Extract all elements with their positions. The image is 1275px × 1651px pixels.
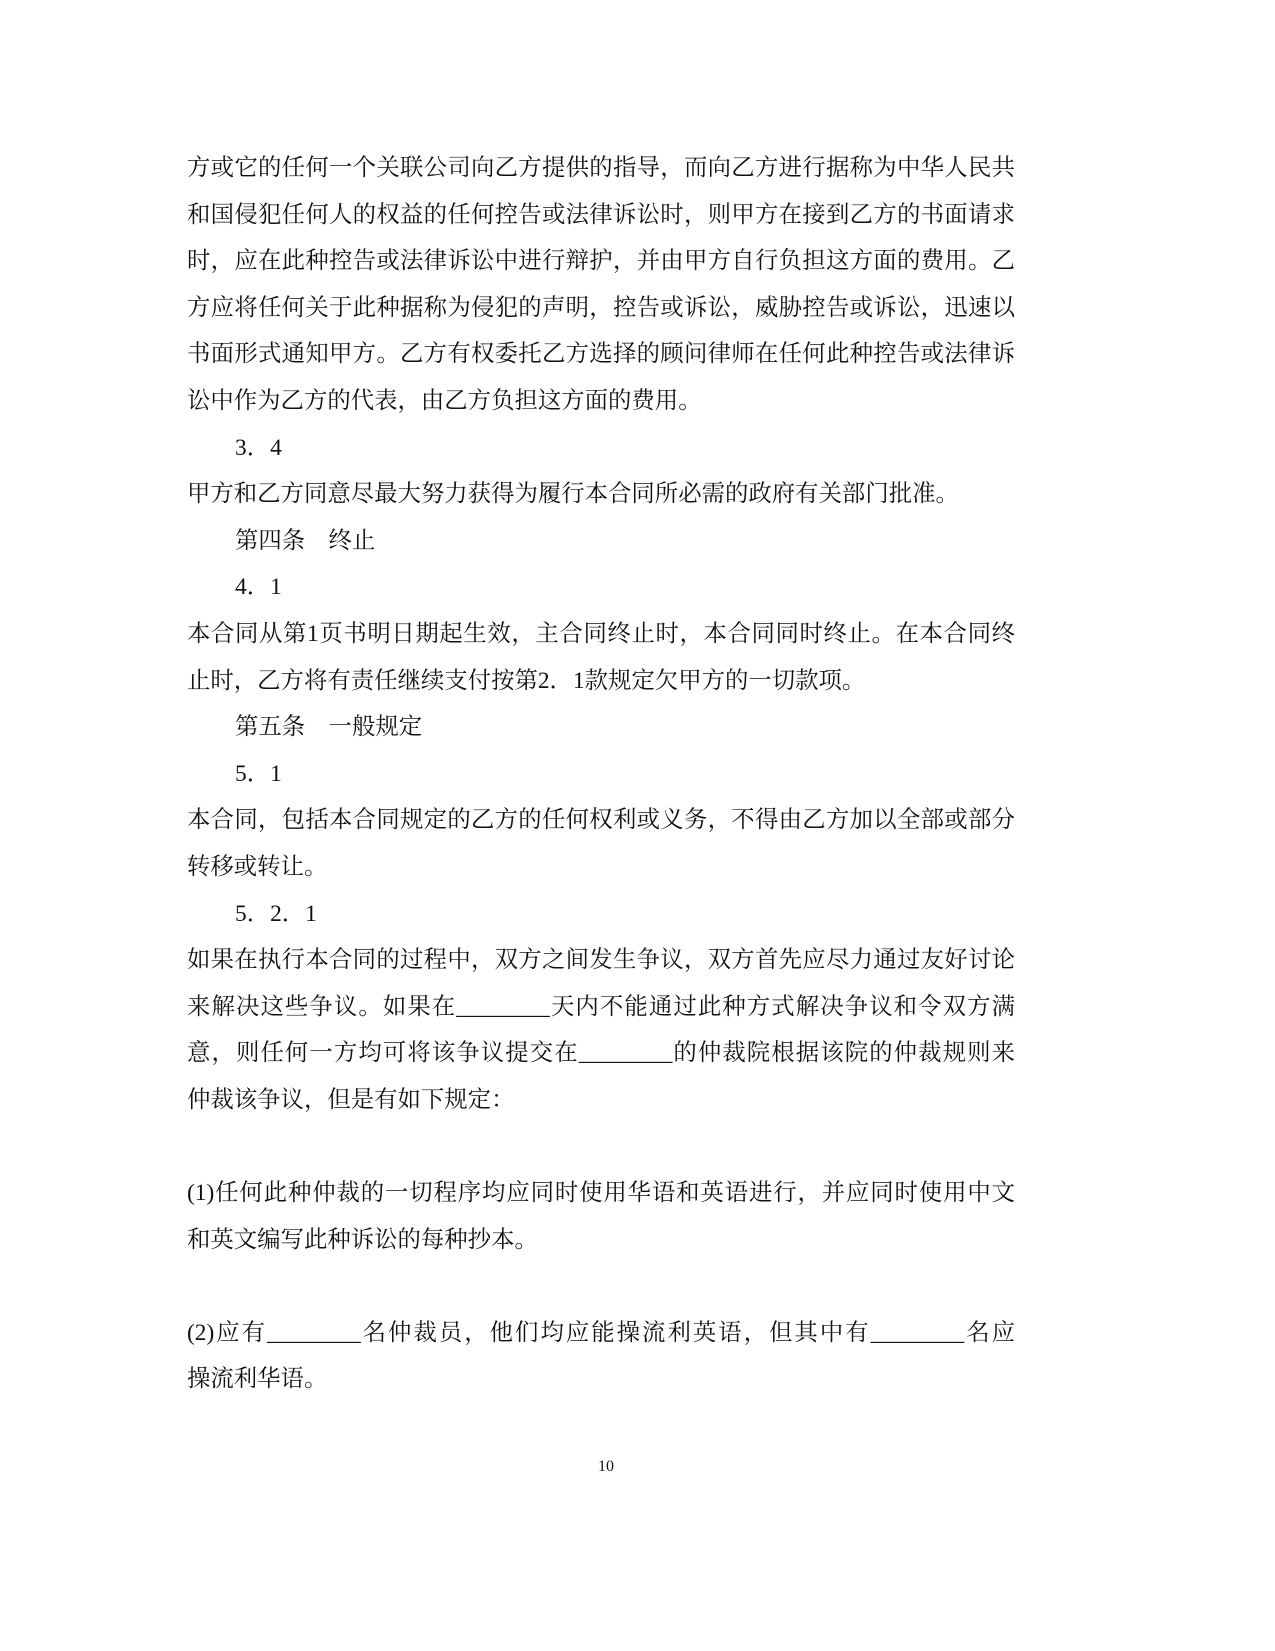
paragraph-line: 止时，乙方将有责任继续支付按第2．1款规定欠甲方的一切款项。 (187, 667, 866, 694)
paragraph-line: 如果在执行本合同的过程中，双方之间发生争议，双方首先应尽力通过友好讨论 (187, 947, 1015, 974)
blank-line (187, 1263, 1015, 1310)
paragraph-line: 甲方和乙方同意尽最大努力获得为履行本合同所必需的政府有关部门批准。 (187, 481, 959, 508)
article-heading: 第四条 终止 (235, 527, 376, 554)
page-number: 10 (598, 1458, 614, 1475)
clause-number: 5．1 (235, 760, 282, 787)
paragraph-line: 时，应在此种控告或法律诉讼中进行辩护，并由甲方自行负担这方面的费用。乙 (187, 248, 1015, 275)
clause-number: 5．2．1 (235, 900, 317, 927)
paragraph-line: 书面形式通知甲方。乙方有权委托乙方选择的顾问律师在任何此种控告或法律诉 (187, 341, 1015, 368)
clause-number: 4．1 (235, 574, 282, 601)
paragraph-line: 本合同从第1页书明日期起生效，主合同终止时，本合同同时终止。在本合同终 (187, 620, 1015, 647)
blank-line (187, 1123, 1015, 1170)
paragraph-line: 转移或转让。 (187, 853, 328, 880)
article-heading: 第五条 一般规定 (235, 714, 423, 741)
paragraph-line: 意，则任何一方均可将该争议提交在________的仲裁院根据该院的仲裁规则来 (187, 1040, 1015, 1067)
paragraph-line: 操流利华语。 (187, 1366, 328, 1393)
paragraph-line: 讼中作为乙方的代表，由乙方负担这方面的费用。 (187, 387, 702, 414)
paragraph-line: (1)任何此种仲裁的一切程序均应同时使用华语和英语进行，并应同时使用中文 (187, 1180, 1015, 1207)
paragraph-line: 和国侵犯任何人的权益的任何控告或法律诉讼时，则甲方在接到乙方的书面请求 (187, 201, 1015, 228)
document-body (187, 145, 1015, 1403)
paragraph-line: 方或它的任何一个关联公司向乙方提供的指导，而向乙方进行据称为中华人民共 (187, 155, 1015, 181)
clause-number: 3．4 (235, 434, 282, 461)
paragraph-line: 本合同，包括本合同规定的乙方的任何权利或义务，不得由乙方加以全部或部分 (187, 807, 1015, 834)
paragraph-line: 方应将任何关于此种据称为侵犯的声明，控告或诉讼，威胁控告或诉讼，迅速以 (187, 294, 1015, 321)
paragraph-line: 和英文编写此种诉讼的每种抄本。 (187, 1226, 538, 1253)
paragraph-line: 来解决这些争议。如果在________天内不能通过此种方式解决争议和令双方满 (187, 993, 1015, 1020)
paragraph-line: 仲裁该争议，但是有如下规定： (187, 1086, 515, 1113)
paragraph-line: (2)应有________名仲裁员，他们均应能操流利英语，但其中有________名应 (187, 1319, 1015, 1346)
